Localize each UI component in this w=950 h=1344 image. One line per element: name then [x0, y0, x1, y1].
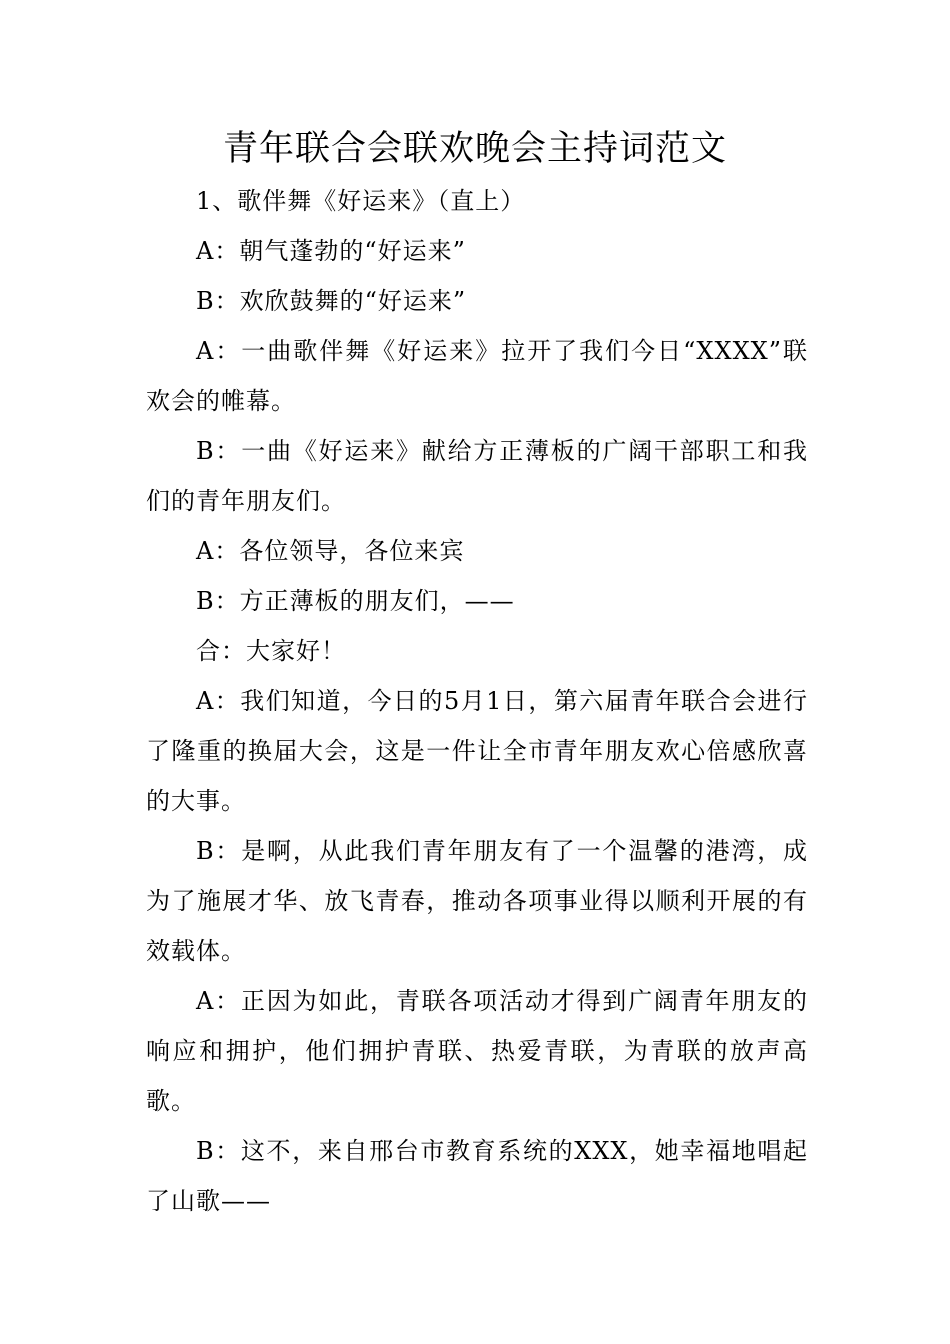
paragraph-12: B：这不，来自邢台市教育系统的XXX，她幸福地唱起了山歌—— — [146, 1137, 808, 1215]
paragraph-11: A：正因为如此，青联各项活动才得到广阔青年朋友的响应和拥护，他们拥护青联、热爱青联，为青联的放声高歌。 — [146, 987, 808, 1115]
paragraph-10: B：是啊，从此我们青年朋友有了一个温馨的港湾，成为了施展才华、放飞青春，推动各项事业得以顺利开展的有效载体。 — [146, 837, 808, 965]
document-body — [146, 176, 808, 1226]
paragraph-5: B：一曲《好运来》献给方正薄板的广阔干部职工和我们的青年朋友们。 — [146, 437, 808, 515]
paragraph-7: B：方正薄板的朋友们，—— — [196, 587, 515, 615]
paragraph-3: B：欢欣鼓舞的“好运来” — [196, 287, 467, 315]
document-title: 青年联合会联欢晚会主持词范文 — [222, 129, 727, 169]
paragraph-4: A：一曲歌伴舞《好运来》拉开了我们今日“XXXX”联欢会的帷幕。 — [146, 337, 808, 415]
paragraph-9: A：我们知道，今日的5月1日，第六届青年联合会进行了隆重的换届大会，这是一件让全市青年朋友欢心倍感欣喜的大事。 — [146, 687, 808, 815]
paragraph-1: 1、歌伴舞《好运来》（直上） — [196, 187, 526, 215]
paragraph-8: 合：大家好！ — [196, 637, 346, 665]
paragraph-2: A：朝气蓬勃的“好运来” — [196, 237, 466, 265]
paragraph-6: A：各位领导，各位来宾 — [196, 537, 465, 565]
